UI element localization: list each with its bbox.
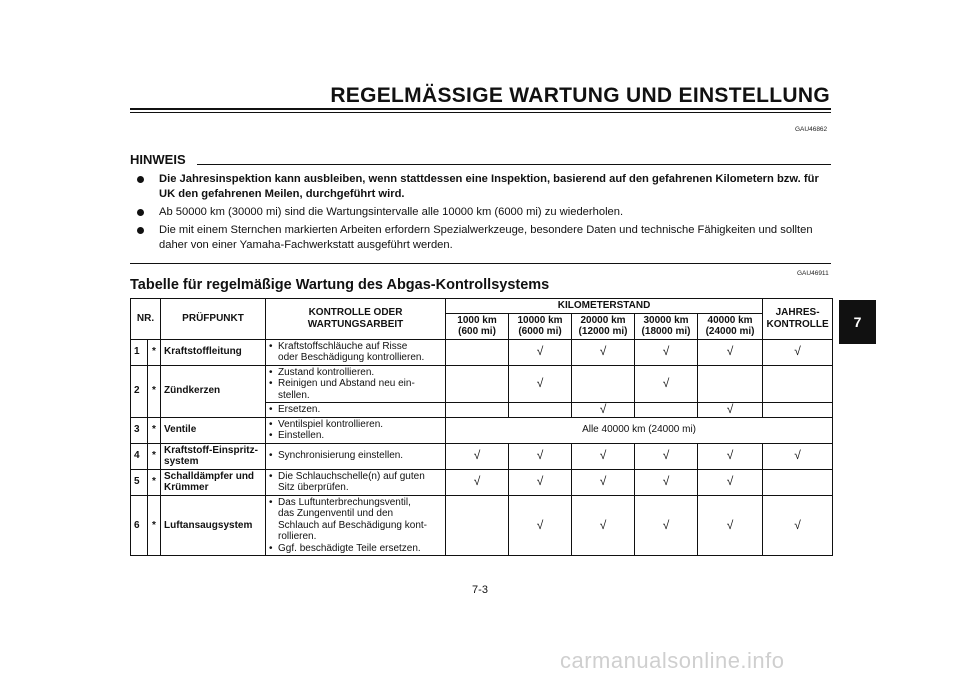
header-kontrolle	[266, 299, 446, 340]
action-line: • Einstellen.	[269, 430, 442, 442]
check-cell: √	[763, 495, 833, 556]
row-star: *	[148, 469, 161, 495]
doc-code: GAU46862	[795, 126, 828, 133]
row-item	[161, 443, 266, 469]
header-km	[572, 313, 635, 339]
hinweis-item	[137, 172, 837, 202]
table-code: GAU46911	[797, 270, 829, 277]
bullet-icon	[137, 176, 144, 183]
header-row	[131, 299, 833, 314]
check-cell: √	[509, 365, 572, 403]
row-nr: 3	[131, 417, 148, 443]
row-nr: 4	[131, 443, 148, 469]
check-cell	[763, 403, 833, 418]
check-cell	[446, 403, 509, 418]
check-cell: √	[635, 365, 698, 403]
check-cell: √	[446, 469, 509, 495]
check-cell: √	[698, 469, 763, 495]
check-cell: √	[698, 339, 763, 365]
check-cell: √	[635, 443, 698, 469]
header-km	[698, 313, 763, 339]
action-line: • Reinigen und Abstand neu ein-	[269, 378, 442, 390]
bullet-icon	[137, 209, 144, 216]
item-line: Schalldämpfer und	[164, 470, 255, 482]
check-cell: √	[446, 443, 509, 469]
row-nr: 6	[131, 495, 148, 556]
row-action	[266, 339, 446, 365]
action-line: • Ggf. beschädigte Teile ersetzen.	[269, 543, 442, 555]
hinweis-list	[137, 172, 837, 256]
check-cell	[572, 365, 635, 403]
hinweis-end-rule	[130, 263, 831, 264]
km-line: 40000 km	[707, 314, 753, 326]
header-km	[635, 313, 698, 339]
action-line: • Ventilspiel kontrollieren.	[269, 419, 442, 431]
row-action	[266, 495, 446, 556]
action-line: • Ersetzen.	[269, 404, 442, 416]
action-line: das Zungenventil und den	[278, 508, 394, 519]
header-jahres-line: JAHRES-	[775, 307, 820, 319]
hinweis-item-text: Die mit einem Sternchen markierten Arbeiten erfordern Spezialwerkzeuge, besondere Daten und technische Fähigkeiten und sollten daher von einer Yamaha-Fachwerkstatt ausgeführt werden.	[159, 224, 813, 251]
action-line: • Das Luftunterbrechungsventil,	[269, 497, 442, 509]
row-nr: 2	[131, 365, 148, 417]
maintenance-table	[130, 298, 833, 556]
row-item: Kraftstoffleitung	[161, 339, 266, 365]
check-cell: √	[698, 495, 763, 556]
km-line: (600 mi)	[458, 326, 496, 337]
km-line: 10000 km	[517, 314, 563, 326]
check-cell: √	[572, 443, 635, 469]
km-line: 20000 km	[580, 314, 626, 326]
header-kontrolle-line: KONTROLLE ODER	[308, 307, 403, 319]
hinweis-item-text: Ab 50000 km (30000 mi) sind die Wartungsintervalle alle 10000 km (6000 mi) zu wiederholen.	[159, 206, 624, 218]
watermark: carmanualsonline.info	[560, 648, 785, 673]
hinweis-label: HINWEIS	[130, 152, 186, 167]
header-km	[509, 313, 572, 339]
item-line: Kraftstoff-Einspritz-	[164, 444, 258, 456]
chapter-tab[interactable]: 7	[839, 300, 876, 344]
row-star: *	[148, 495, 161, 556]
action-line: Schlauch auf Beschädigung kont-	[278, 519, 428, 531]
table-row	[131, 365, 833, 403]
row-action	[266, 417, 446, 443]
row-item: Ventile	[161, 417, 266, 443]
table-row	[131, 495, 833, 556]
check-cell	[635, 403, 698, 418]
check-cell: √	[763, 443, 833, 469]
row-action	[266, 469, 446, 495]
row-star: *	[148, 365, 161, 417]
header-nr: NR.	[131, 299, 161, 340]
row-star: *	[148, 417, 161, 443]
title-rule-thin	[130, 112, 831, 113]
action-line: stellen.	[278, 389, 310, 401]
check-cell	[763, 469, 833, 495]
table-row	[131, 339, 833, 365]
check-cell: √	[572, 495, 635, 556]
km-line: 30000 km	[643, 314, 689, 326]
check-cell: √	[635, 339, 698, 365]
row-action	[266, 365, 446, 403]
action-line: rollieren.	[278, 531, 317, 542]
check-cell: √	[572, 403, 635, 418]
page-title: REGELMÄSSIGE WARTUNG UND EINSTELLUNG	[330, 84, 830, 107]
title-rule	[130, 108, 831, 110]
check-cell: √	[635, 495, 698, 556]
table-title: Tabelle für regelmäßige Wartung des Abgas-Kontrollsystems	[130, 277, 550, 293]
header-jahres	[763, 299, 833, 340]
check-cell	[446, 495, 509, 556]
item-line: Krümmer	[164, 482, 209, 493]
item-line: system	[164, 456, 199, 467]
hinweis-item-text: Die Jahresinspektion kann ausbleiben, wenn stattdessen eine Inspektion, basierend auf den gefahrenen Kilometern bzw. für UK den gefahrenen Meilen, durchgeführt wird.	[159, 173, 819, 200]
check-cell: √	[509, 495, 572, 556]
header-kilometerstand: KILOMETERSTAND	[446, 299, 763, 314]
km-line: (12000 mi)	[578, 326, 628, 337]
row-action	[266, 443, 446, 469]
row-star: *	[148, 339, 161, 365]
action-line: Sitz überprüfen.	[278, 482, 349, 493]
action-line: • Synchronisierung einstellen.	[269, 450, 442, 462]
action-line: • Kraftstoffschläuche auf Risse	[269, 341, 442, 353]
table-row	[131, 443, 833, 469]
row-nr: 5	[131, 469, 148, 495]
km-line: 1000 km	[457, 314, 497, 326]
row-star: *	[148, 443, 161, 469]
hinweis-item	[137, 223, 837, 253]
check-cell: √	[635, 469, 698, 495]
bullet-icon	[137, 227, 144, 234]
check-cell: √	[763, 339, 833, 365]
row-action	[266, 403, 446, 418]
table-row	[131, 469, 833, 495]
km-line: (6000 mi)	[518, 326, 562, 337]
check-cell	[509, 403, 572, 418]
header-jahres-line: KONTROLLE	[766, 318, 829, 330]
hinweis-item	[137, 205, 837, 220]
interval-span: Alle 40000 km (24000 mi)	[446, 417, 833, 443]
check-cell: √	[509, 443, 572, 469]
check-cell	[763, 365, 833, 403]
check-cell: √	[572, 339, 635, 365]
check-cell: √	[509, 469, 572, 495]
table-row	[131, 417, 833, 443]
page-number: 7-3	[472, 584, 488, 596]
check-cell: √	[509, 339, 572, 365]
row-nr: 1	[131, 339, 148, 365]
check-cell: √	[698, 403, 763, 418]
row-item	[161, 469, 266, 495]
action-line: • Die Schlauchschelle(n) auf guten	[269, 471, 442, 483]
km-line: (18000 mi)	[641, 326, 691, 337]
check-cell: √	[572, 469, 635, 495]
km-line: (24000 mi)	[705, 326, 755, 337]
check-cell: √	[698, 443, 763, 469]
row-item: Luftansaugsystem	[161, 495, 266, 556]
row-item: Zündkerzen	[161, 365, 266, 417]
header-pruefpunkt: PRÜFPUNKT	[161, 299, 266, 340]
check-cell	[698, 365, 763, 403]
check-cell	[446, 339, 509, 365]
action-line: • Zustand kontrollieren.	[269, 367, 442, 379]
header-kontrolle-line: WARTUNGSARBEIT	[307, 318, 404, 330]
header-km	[446, 313, 509, 339]
hinweis-rule	[197, 164, 831, 165]
action-line: oder Beschädigung kontrollieren.	[278, 352, 425, 363]
check-cell	[446, 365, 509, 403]
